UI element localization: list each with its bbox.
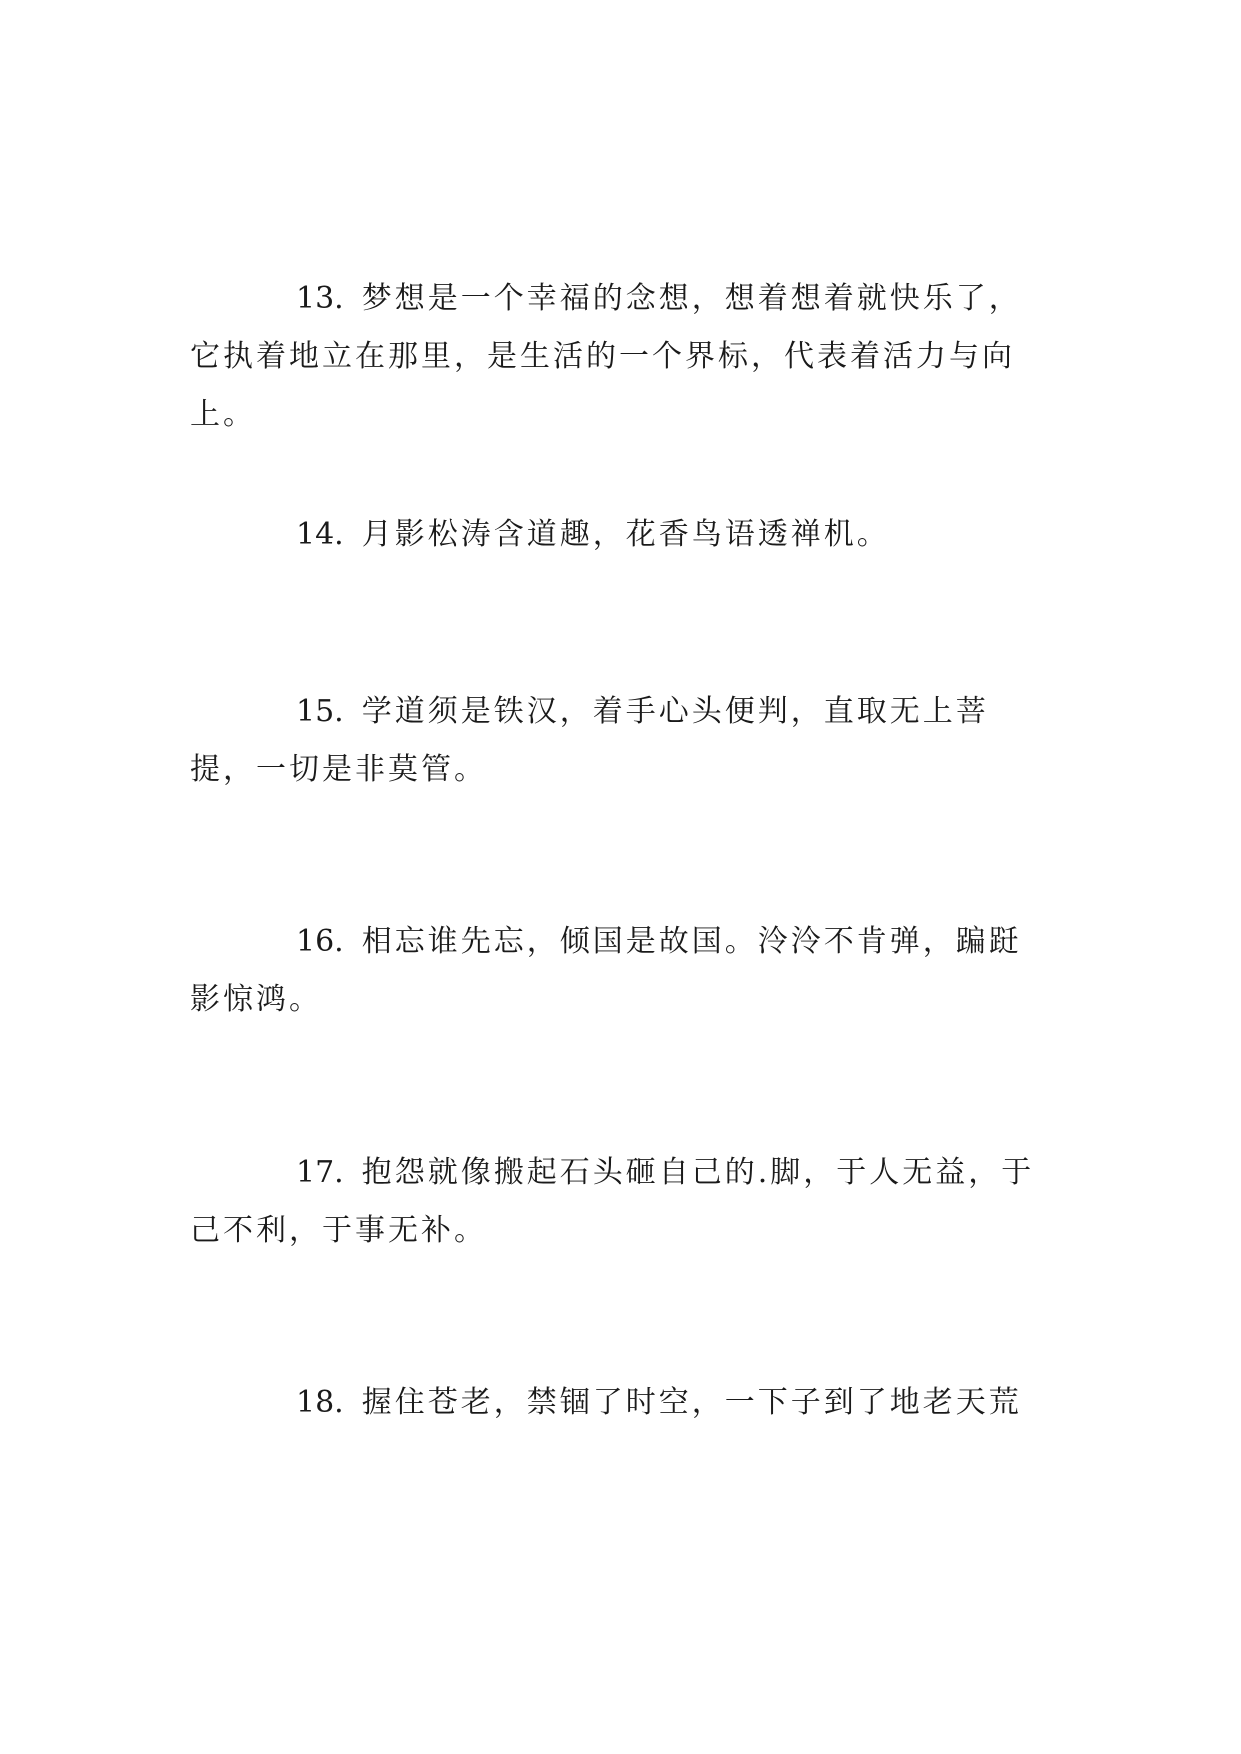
- paragraph-13: [190, 270, 1050, 444]
- paragraph-text: 梦想是一个幸福的念想，想着想着就快乐了，它执着地立在那里，是生活的一个界标，代表着活力与向上。: [190, 281, 1022, 432]
- paragraph-text: 握住苍老，禁锢了时空，一下子到了地老天荒: [361, 1385, 1022, 1420]
- paragraph-number: 15.: [296, 694, 344, 729]
- paragraph-number: 16.: [296, 924, 344, 959]
- paragraph-text: 月影松涛含道趣，花香鸟语透禅机。: [361, 517, 890, 552]
- paragraph-16: [190, 913, 1050, 1029]
- paragraph-number: 13.: [296, 281, 344, 316]
- paragraph-17: [190, 1144, 1050, 1260]
- paragraph-number: 18.: [296, 1385, 344, 1420]
- paragraph-15: [190, 683, 1050, 799]
- paragraph-number: 17.: [296, 1155, 344, 1190]
- paragraph-text: 相忘谁先忘，倾国是故国。泠泠不肯弹，蹁跹影惊鸿。: [190, 924, 1022, 1017]
- paragraph-text: 抱怨就像搬起石头砸自己的.脚，于人无益，于己不利，于事无补。: [190, 1155, 1035, 1248]
- paragraph-number: 14.: [296, 517, 344, 552]
- paragraph-14: [190, 506, 1050, 564]
- paragraph-18: [190, 1374, 1050, 1432]
- paragraph-text: 学道须是铁汉，着手心头便判，直取无上菩提，一切是非莫管。: [190, 694, 989, 787]
